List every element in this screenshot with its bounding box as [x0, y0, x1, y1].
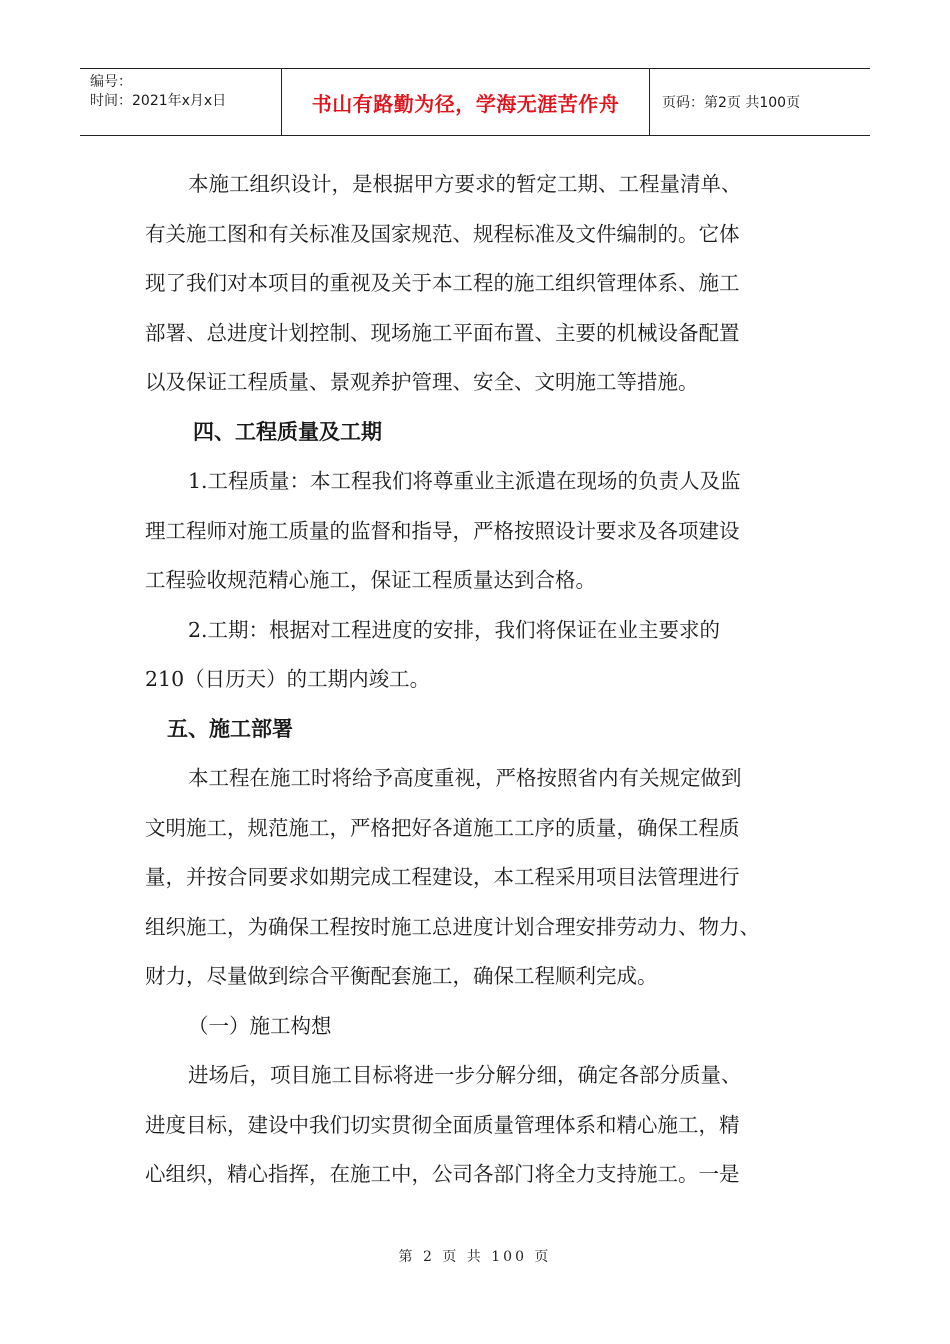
document-body [145, 160, 825, 1200]
paragraph-line: 文明施工，规范施工，严格把好各道施工工序的质量，确保工程质 [145, 815, 740, 840]
section-heading: 四、工程质量及工期 [193, 419, 382, 444]
paragraph-line: 组织施工，为确保工程按时施工总进度计划合理安排劳动力、物力、 [145, 914, 760, 939]
document-header [80, 68, 870, 136]
subsection-heading: （一）施工构想 [188, 1013, 332, 1038]
section-heading: 五、施工部署 [167, 716, 293, 741]
page-number-label: 页码：第2页 共100页 [662, 95, 801, 111]
paragraph-line: 量，并按合同要求如期完成工程建设，本工程采用项目法管理进行 [145, 865, 740, 889]
doc-number-label: 编号： [90, 74, 132, 90]
paragraph-line: 本施工组织设计，是根据甲方要求的暂定工期、工程量清单、 [188, 172, 742, 196]
page-footer: 第 2 页 共 100 页 [398, 1249, 552, 1265]
paragraph-line: 1.工程质量：本工程我们将尊重业主派遣在现场的负责人及监 [188, 469, 741, 493]
header-left-cell [80, 69, 282, 135]
paragraph-line: 有关施工图和有关标准及国家规范、规程标准及文件编制的。它体 [145, 221, 740, 246]
paragraph-line: 工程验收规范精心施工，保证工程质量达到合格。 [145, 568, 596, 592]
paragraph-line: 210（日历天）的工期内竣工。 [145, 667, 431, 691]
paragraph-line: 理工程师对施工质量的监督和指导，严格按照设计要求及各项建设 [145, 518, 740, 543]
paragraph-line: 本工程在施工时将给予高度重视，严格按照省内有关规定做到 [188, 766, 742, 790]
paragraph-line: 部署、总进度计划控制、现场施工平面布置、主要的机械设备配置 [145, 320, 740, 345]
paragraph-line: 进度目标，建设中我们切实贯彻全面质量管理体系和精心施工，精 [145, 1112, 740, 1137]
paragraph-line: 2.工期：根据对工程进度的安排，我们将保证在业主要求的 [188, 617, 721, 642]
paragraph-line: 心组织，精心指挥，在施工中，公司各部门将全力支持施工。一是 [145, 1162, 740, 1186]
paragraph-line: 进场后，项目施工目标将进一步分解分细，确定各部分质量、 [188, 1063, 742, 1087]
date-label: 时间：2021年x月x日 [90, 93, 227, 109]
paragraph-line: 财力，尽量做到综合平衡配套施工，确保工程顺利完成。 [145, 964, 658, 988]
paragraph-line: 以及保证工程质量、景观养护管理、安全、文明施工等措施。 [145, 370, 699, 394]
motto-text: 书山有路勤为径，学海无涯苦作舟 [282, 69, 650, 135]
paragraph-line: 现了我们对本项目的重视及关于本工程的施工组织管理体系、施工 [145, 271, 740, 295]
